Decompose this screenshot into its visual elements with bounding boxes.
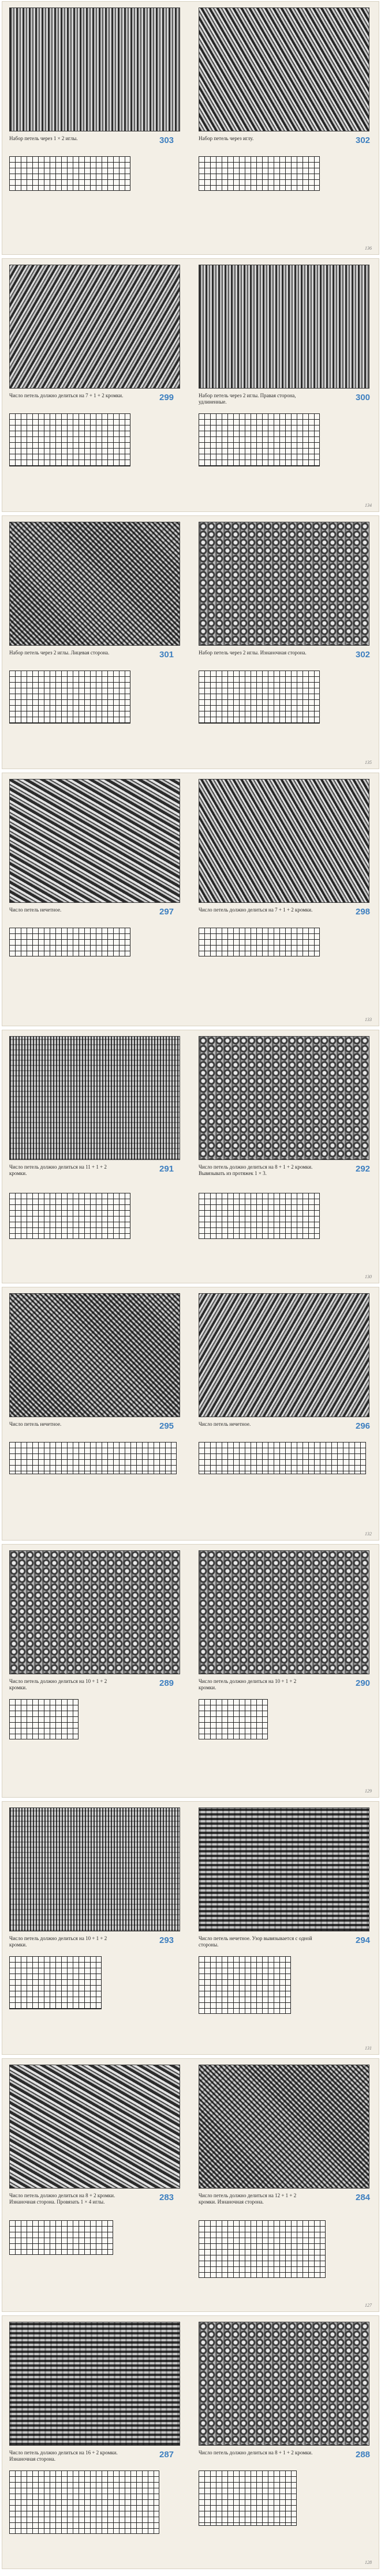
book-page [2, 773, 379, 1026]
pattern-caption: Число петель должно делиться на 8 + 1 + 2 кромки. [199, 2450, 313, 2456]
knitting-chart [199, 2220, 326, 2278]
pattern-number: 300 [356, 393, 371, 402]
knit-sample-photo [9, 7, 180, 131]
pattern-caption: Число петель должно делиться на 16 + 2 кромки. Изнаночная сторона. [9, 2450, 118, 2462]
page-folio: 134 [365, 503, 372, 508]
pattern-number: 284 [356, 2193, 371, 2202]
knit-sample-photo [199, 2065, 369, 2189]
book-page [2, 2315, 379, 2569]
pattern-caption: Число петель должно делиться на 10 + 1 + 2 кромки. [199, 1678, 297, 1690]
pattern-caption: Число петель нечетное. Узор вывязывается с одной стороны. [199, 1935, 312, 1948]
knit-sample-photo [199, 1293, 369, 1417]
page-folio: 130 [365, 1274, 372, 1279]
knitting-chart [199, 928, 320, 956]
knitting-chart [9, 2220, 113, 2255]
knit-sample-photo [199, 1036, 369, 1160]
knitting-chart [9, 1956, 102, 2009]
pattern-caption: Число петель должно делиться на 8 + 1 + 2 кромки. Вывязывать из протяжек 1 × 3. [199, 1164, 313, 1176]
knit-sample-photo [199, 779, 369, 903]
book-page [2, 1, 379, 255]
pattern-number: 283 [159, 2193, 174, 2202]
page-folio: 128 [365, 2560, 372, 2565]
pattern-number: 287 [159, 2450, 174, 2460]
knit-sample-photo [9, 522, 180, 646]
book-page [2, 515, 379, 769]
knit-sample-photo [9, 779, 180, 903]
knitting-chart [199, 156, 320, 191]
pattern-number: 289 [159, 1678, 174, 1688]
pattern-number: 295 [159, 1421, 174, 1431]
pattern-caption: Число петель должно делиться на 10 + 1 + 2 кромки. [9, 1678, 107, 1690]
pattern-caption: Число петель должно делиться на 7 + 1 + 2 кромки. [199, 907, 313, 913]
pattern-caption: Набор петель через 2 иглы. Изнаночная сторона. [199, 650, 307, 656]
knitting-chart [9, 2470, 159, 2534]
pattern-number: 302 [356, 650, 371, 660]
knit-sample-photo [9, 1550, 180, 1674]
knit-sample-photo [199, 2322, 369, 2446]
knitting-chart [199, 1442, 366, 1474]
knit-sample-photo [9, 2322, 180, 2446]
page-folio: 129 [365, 1788, 372, 1794]
page-folio: 136 [365, 246, 372, 251]
pattern-number: 291 [159, 1164, 174, 1174]
knit-sample-photo [9, 1807, 180, 1931]
knitting-chart [199, 1193, 320, 1239]
knit-sample-photo [9, 265, 180, 389]
pattern-caption: Набор петель через 1 × 2 иглы. [9, 135, 78, 141]
pattern-caption: Число петель должно делиться на 7 + 1 + 2 кромки. [9, 393, 124, 398]
pattern-number: 297 [159, 907, 174, 917]
pattern-caption: Набор петель через 2 иглы. Правая сторона, удлиненные. [199, 393, 296, 405]
knitting-chart [9, 156, 130, 191]
pattern-number: 290 [356, 1678, 371, 1688]
knit-sample-photo [199, 1807, 369, 1931]
book-page [2, 1030, 379, 1283]
knit-sample-photo [9, 1293, 180, 1417]
page-folio: 133 [365, 1017, 372, 1022]
pattern-number: 298 [356, 907, 371, 917]
knit-sample-photo [199, 265, 369, 389]
pattern-number: 296 [356, 1421, 371, 1431]
pattern-number: 293 [159, 1935, 174, 1945]
knitting-chart [199, 1699, 268, 1739]
book-page [2, 1801, 379, 2055]
knitting-chart [199, 413, 320, 466]
pattern-caption: Число петель должно делиться на 8 + 2 кромки. Изнаночная сторона. Провязать 1 × 4 иглы. [9, 2193, 115, 2205]
knitting-chart [9, 1699, 79, 1739]
pattern-number: 299 [159, 393, 174, 402]
book-page [2, 1544, 379, 1798]
knit-sample-photo [199, 7, 369, 131]
knitting-chart [9, 671, 130, 724]
knit-sample-photo [199, 1550, 369, 1674]
knit-sample-photo [9, 1036, 180, 1160]
knitting-chart [199, 671, 320, 724]
knitting-chart [9, 1442, 177, 1474]
knitting-chart [9, 413, 130, 466]
page-folio: 127 [365, 2303, 372, 2308]
knit-sample-photo [9, 2065, 180, 2189]
book-page [2, 2058, 379, 2312]
pattern-caption: Число петель должно делиться на 11 + 1 + 2 кромки. [9, 1164, 107, 1176]
knitting-chart [9, 928, 130, 956]
pattern-number: 301 [159, 650, 174, 660]
pattern-caption: Число петель нечетное. [9, 907, 62, 913]
pattern-caption: Набор петель через иглу. [199, 135, 254, 141]
pattern-number: 302 [356, 135, 371, 145]
pattern-caption: Число петель нечетное. [9, 1421, 62, 1427]
knitting-chart [199, 1956, 291, 2014]
pattern-caption: Набор петель через 2 иглы. Лицевая сторона. [9, 650, 110, 656]
page-folio: 135 [365, 760, 372, 765]
pattern-caption: Число петель должно делиться на 12 + 1 + 2 кромки. Изнаночная сторона. [199, 2193, 297, 2205]
pattern-number: 303 [159, 135, 174, 145]
pattern-number: 294 [356, 1935, 371, 1945]
pattern-number: 292 [356, 1164, 371, 1174]
pattern-caption: Число петель нечетное. [199, 1421, 251, 1427]
knitting-chart [199, 2470, 297, 2526]
knitting-chart [9, 1193, 130, 1239]
page-folio: 131 [365, 2046, 372, 2051]
page-folio: 132 [365, 1531, 372, 1536]
pattern-number: 288 [356, 2450, 371, 2460]
book-page [2, 258, 379, 512]
book-page [2, 1287, 379, 1541]
knit-sample-photo [199, 522, 369, 646]
pattern-caption: Число петель должно делиться на 10 + 1 + 2 кромки. [9, 1935, 107, 1948]
